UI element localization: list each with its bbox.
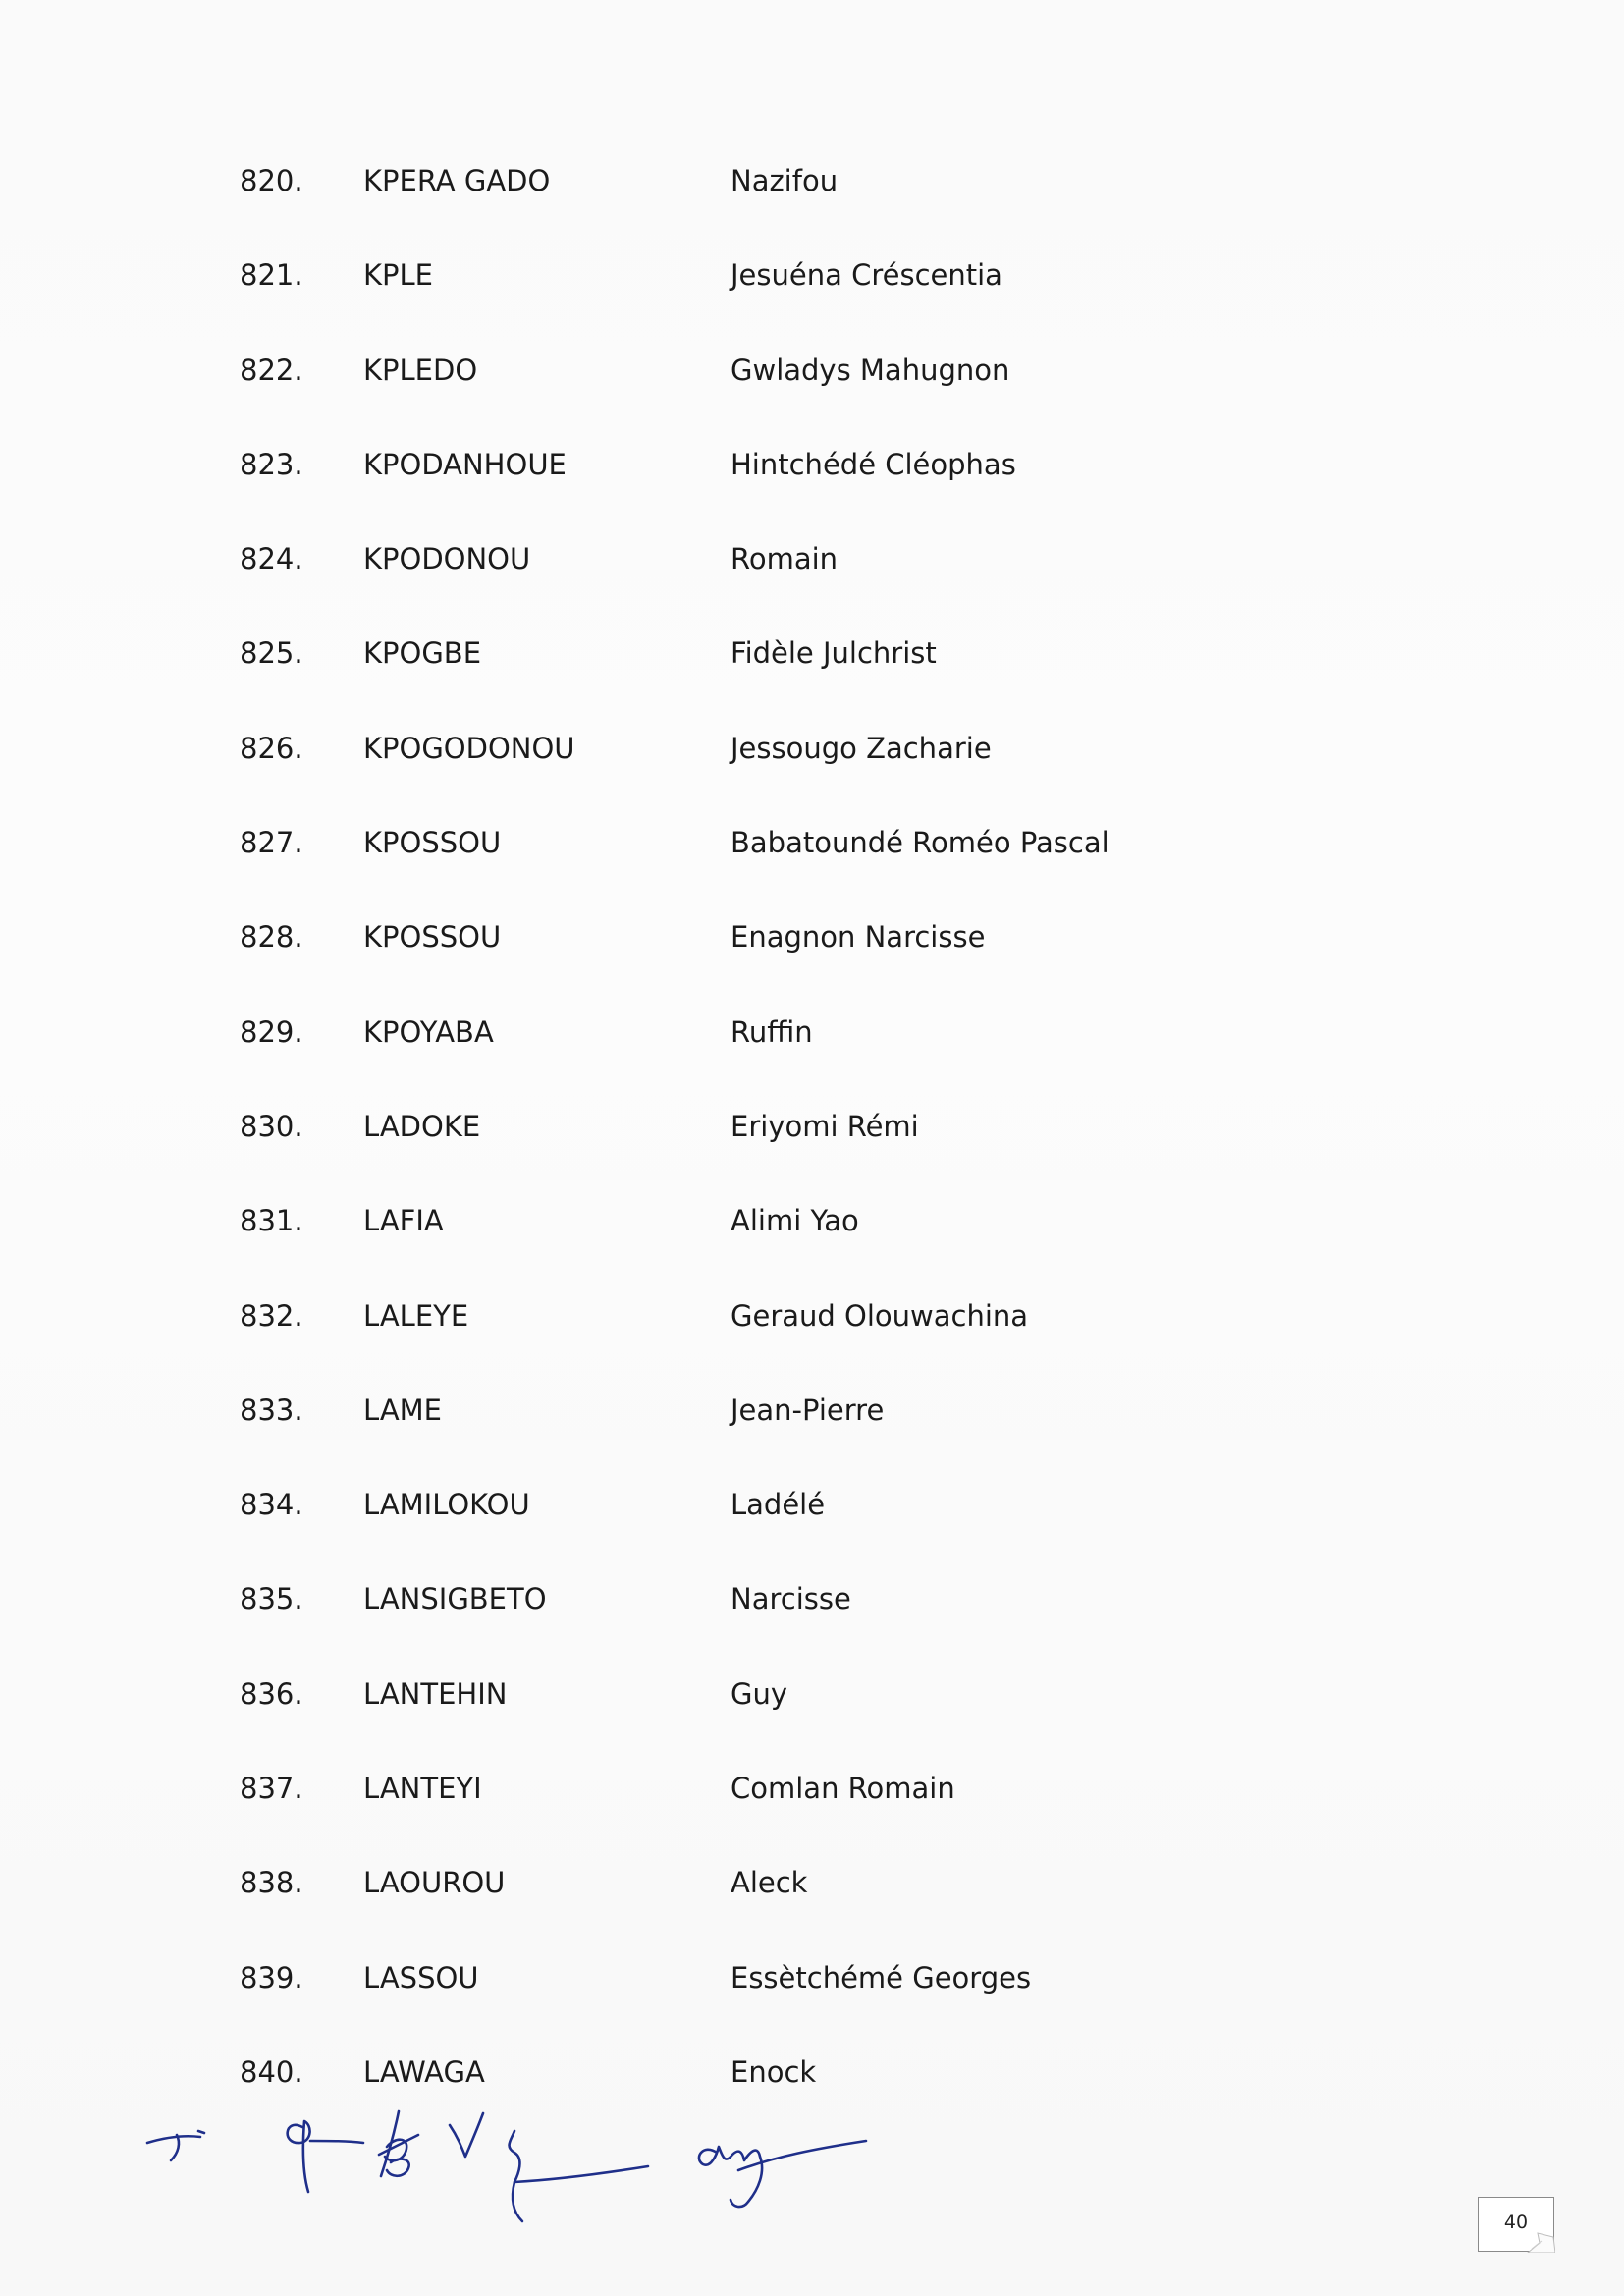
entry-given-name: Nazifou — [731, 164, 839, 197]
entry-surname: LADOKE — [363, 1109, 481, 1143]
list-item — [0, 811, 1624, 905]
entry-number: 838. — [240, 1866, 303, 1900]
entry-given-name: Alimi Yao — [731, 1204, 859, 1238]
entry-given-name: Eriyomi Rémi — [731, 1109, 919, 1143]
list-item — [0, 717, 1624, 811]
entry-number: 833. — [240, 1393, 303, 1427]
list-item — [0, 1189, 1624, 1284]
entry-given-name: Narcisse — [731, 1582, 851, 1616]
entry-surname: KPOSSOU — [363, 920, 502, 955]
entry-given-name: Babatoundé Roméo Pascal — [731, 826, 1110, 860]
entry-given-name: Enock — [731, 2054, 817, 2089]
entry-given-name: Enagnon Narcisse — [731, 920, 986, 955]
entry-number: 836. — [240, 1676, 303, 1711]
entry-number: 825. — [240, 636, 303, 671]
entry-surname: KPOGODONOU — [363, 731, 575, 765]
entry-surname: LAOUROU — [363, 1866, 506, 1900]
entry-surname: LASSOU — [363, 1960, 479, 1995]
list-item — [0, 905, 1624, 1000]
list-item — [0, 244, 1624, 338]
list-item — [0, 527, 1624, 622]
entry-number: 830. — [240, 1109, 303, 1143]
entry-number: 839. — [240, 1960, 303, 1995]
entry-surname: LAWAGA — [363, 2054, 485, 2089]
entry-given-name: Jessougo Zacharie — [731, 731, 992, 765]
list-item — [0, 1567, 1624, 1662]
entry-number: 820. — [240, 164, 303, 197]
entry-number: 827. — [240, 826, 303, 860]
list-item — [0, 339, 1624, 433]
signature-mark — [450, 2113, 483, 2157]
list-item — [0, 1095, 1624, 1189]
name-list — [0, 149, 1624, 2135]
entry-number: 829. — [240, 1014, 303, 1049]
entry-given-name: Jesuéna Créscentia — [731, 258, 1002, 293]
list-item — [0, 1285, 1624, 1379]
page-curl-icon — [1526, 2229, 1555, 2253]
entry-number: 828. — [240, 920, 303, 955]
handwritten-signatures — [137, 2092, 884, 2239]
entry-surname: LANTEHIN — [363, 1676, 508, 1711]
entry-given-name: Aleck — [731, 1866, 808, 1900]
signature-mark — [288, 2121, 363, 2192]
entry-surname: KPOSSOU — [363, 826, 502, 860]
entry-number: 834. — [240, 1488, 303, 1522]
page-number: 40 — [1503, 2212, 1529, 2233]
entry-surname: KPOGBE — [363, 636, 482, 671]
entry-number: 837. — [240, 1772, 303, 1806]
list-item — [0, 149, 1624, 244]
list-item — [0, 1851, 1624, 1945]
entry-given-name: Guy — [731, 1676, 788, 1711]
entry-surname: LALEYE — [363, 1298, 469, 1333]
list-item — [0, 433, 1624, 527]
list-item — [0, 1663, 1624, 1757]
entry-number: 831. — [240, 1204, 303, 1238]
entry-number: 822. — [240, 353, 303, 387]
list-item — [0, 622, 1624, 716]
entry-given-name: Fidèle Julchrist — [731, 636, 937, 671]
entry-given-name: Comlan Romain — [731, 1772, 955, 1806]
entry-surname: LANSIGBETO — [363, 1582, 547, 1616]
entry-surname: KPODONOU — [363, 542, 531, 576]
entry-number: 823. — [240, 447, 303, 481]
list-item — [0, 1379, 1624, 1473]
signature-mark — [510, 2131, 648, 2221]
entry-number: 824. — [240, 542, 303, 576]
signature-mark — [699, 2141, 866, 2207]
entry-surname: LAMILOKOU — [363, 1488, 530, 1522]
entry-surname: KPOYABA — [363, 1014, 494, 1049]
entry-surname: KPLE — [363, 258, 433, 293]
entry-surname: KPLEDO — [363, 353, 478, 387]
page-number-box — [1478, 2197, 1554, 2252]
entry-surname: LAFIA — [363, 1204, 444, 1238]
entry-surname: LAME — [363, 1393, 443, 1427]
entry-number: 826. — [240, 731, 303, 765]
list-item — [0, 1473, 1624, 1567]
entry-given-name: Jean-Pierre — [731, 1393, 885, 1427]
entry-number: 821. — [240, 258, 303, 293]
entry-number: 832. — [240, 1298, 303, 1333]
entry-given-name: Geraud Olouwachina — [731, 1298, 1029, 1333]
entry-given-name: Ladélé — [731, 1488, 826, 1522]
signature-mark — [379, 2111, 418, 2176]
entry-surname: KPODANHOUE — [363, 447, 567, 481]
entry-given-name: Ruffin — [731, 1014, 813, 1049]
list-item — [0, 1001, 1624, 1095]
entry-surname: LANTEYI — [363, 1772, 482, 1806]
entry-given-name: Essètchémé Georges — [731, 1960, 1032, 1995]
entry-given-name: Gwladys Mahugnon — [731, 353, 1010, 387]
list-item — [0, 1946, 1624, 2041]
entry-surname: KPERA GADO — [363, 164, 551, 197]
entry-number: 840. — [240, 2054, 303, 2089]
entry-number: 835. — [240, 1582, 303, 1616]
list-item — [0, 1757, 1624, 1851]
entry-given-name: Romain — [731, 542, 839, 576]
signature-mark — [147, 2131, 204, 2160]
entry-given-name: Hintchédé Cléophas — [731, 447, 1016, 481]
